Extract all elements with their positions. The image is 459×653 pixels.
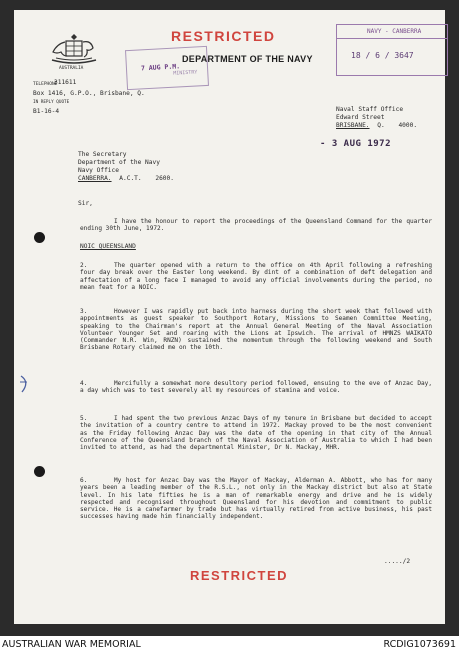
paragraph-text: I had spent the two previous Anzac Days of my tenure in Brisbane but decided to accept the invitation of a country centre to attend in 1972. Mackay proved to be the most convenient as the Friday following Anzac Day was the date of the opening in that city of the Annual Conference of the Queensland branch of the Naval Association of Australia to which I had been invited to attend, as had the departmental Minister, Dr N. Mackay, MHR. [80,415,432,452]
coat-of-arms-icon [48,32,100,68]
crest-caption: AUSTRALIA [59,66,84,71]
intro-paragraph: I have the honour to report the proceedings of the Queensland Command for the quarter ending 30th June, 1972. [80,218,432,233]
punch-hole-icon [34,232,45,243]
restricted-footer: RESTRICTED [190,568,289,583]
paragraph-text: The quarter opened with a return to the office on 4th April following a refreshing four day break over the Easter long weekend. By dint of a combination of deft delegation and affectation of a long face I managed to avoid any official involvements during the period, no mean feat for a NOIC. [80,262,432,291]
margin-mark-icon [18,374,32,394]
recipient-city: CANBERRA. [78,175,112,182]
recipient-line1: The Secretary [78,151,127,158]
navy-stamp-label: NAVY - CANBERRA [367,28,422,35]
restricted-header: RESTRICTED [171,28,276,44]
paragraph-text: My host for Anzac Day was the Mayor of Mackay, Alderman A. Abbott, who has for many years been a leading member of the R.S.L., not only in the Mackay district but also at State level. In his late fifties he is a man of remarkable energy and drive and he is widely respected and recognised throughout Queensland for his devotion and commitment to public service. He is a canefarmer by trade but has virtually retired from active business, his past successes having made him financially independent. [80,477,432,521]
postal-address: Box 1416, G.P.O., Brisbane, Q. [33,90,145,97]
sender-state: Q. [377,122,385,129]
paragraph-text: However I was rapidly put back into harness during the short week that followed with appointments as guest speaker to Southport Rotary, Missions to Seamen Committee Meeting, speaking to the Chairman's report at the Annual General Meeting of the Naval Association Volunteer Younger Set and roaring with the Lions at Ipswich. The arrival of HMNZS WAIKATO (Commander N.R. Win, RNZN) sustained the momentum through the following weekend and South Brisbane Rotary claimed me on the 10th. [80,308,432,352]
sender-city: BRISBANE. [336,122,370,129]
paragraph-6 [80,477,432,521]
recipient-line2: Department of the Navy [78,159,160,166]
paragraph-number: 2. [80,262,88,269]
paragraph-number: 4. [80,380,88,387]
navy-file-stamp [336,24,448,76]
sender-street: Edward Street [336,114,385,121]
sender-city-line [336,122,417,129]
date-stamp: - 3 AUG 1972 [320,139,392,149]
received-text: MINISTRY [173,69,198,77]
department-title: DEPARTMENT OF THE NAVY [182,54,313,64]
sender-office: Naval Staff Office [336,106,404,113]
section-heading: NOIC QUEENSLAND [80,243,136,250]
received-date: 7 AUG P.M. [140,62,181,73]
paragraph-3 [80,308,432,352]
paragraph-4 [80,380,432,395]
archive-record-id: RCDIG1073691 [383,639,456,650]
salutation: Sir, [78,200,93,207]
sender-postcode: 4000. [398,122,418,129]
paragraph-5 [80,415,432,451]
paragraph-number: 5. [80,415,88,422]
recipient-postcode: 2600. [155,175,174,182]
recipient-territory: A.C.T. [119,175,142,182]
paragraph-2 [80,262,432,291]
telephone-label: TELEPHONE [33,82,58,87]
continuation-marker: ...../2 [384,558,411,565]
recipient-line3: Navy Office [78,167,119,174]
paragraph-number: 3. [80,308,88,315]
telephone-number: 311611 [54,79,77,86]
document-page [14,10,445,624]
archive-source: AUSTRALIAN WAR MEMORIAL [2,639,141,650]
recipient-city-line [78,175,174,182]
reply-label: IN REPLY QUOTE [33,100,70,105]
archive-footer [0,636,459,653]
reference-number: B1-16-4 [33,108,60,115]
paragraph-text: Mercifully a somewhat more desultory period followed, ensuing to the eve of Anzac Day, a day which was to test severely all my resources of stamina and voice. [80,380,432,395]
paragraph-number: 6. [80,477,88,484]
punch-hole-icon [34,466,45,477]
received-stamp [125,46,209,90]
navy-file-number: 18 / 6 / 3647 [351,51,414,60]
